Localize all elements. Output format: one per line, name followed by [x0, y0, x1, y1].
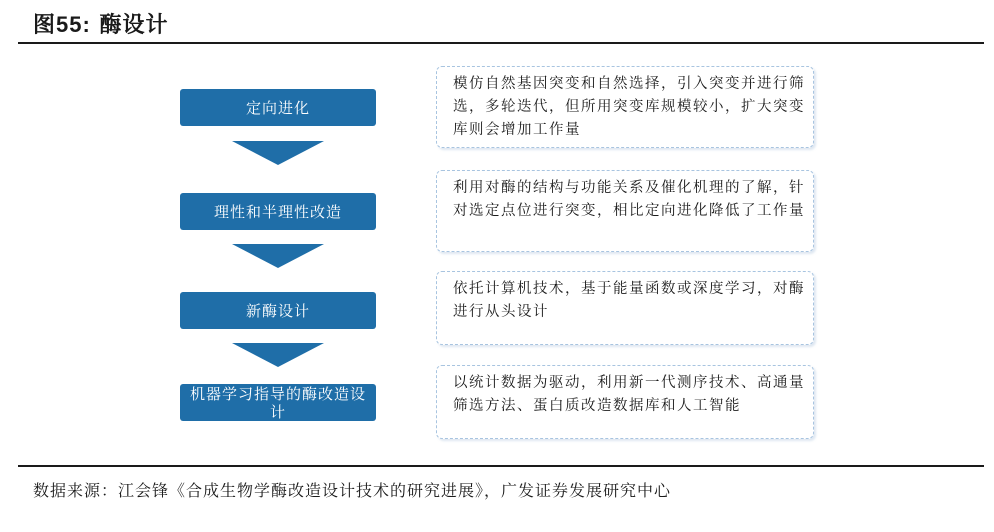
step-description: 模仿自然基因突变和自然选择，引入突变并进行筛选，多轮迭代，但所用突变库规模较小，扩大突变库则会增加工作量: [453, 76, 805, 138]
step-ml-guided-design: [180, 384, 376, 421]
step-description-box: [436, 66, 814, 148]
figure-title: [33, 8, 169, 39]
bottom-divider: [18, 465, 984, 467]
step-rational-design: [180, 193, 376, 230]
step-description: 依托计算机技术，基于能量函数或深度学习，对酶进行从头设计: [453, 281, 805, 320]
step-directed-evolution: [180, 89, 376, 126]
figure-title-text: 酶设计: [99, 13, 169, 38]
step-label: 理性和半理性改造: [213, 202, 342, 221]
top-divider: [18, 42, 984, 44]
down-arrow-icon: [232, 141, 324, 165]
step-description-box: [436, 170, 814, 252]
source-note: 数据来源：江会锋《合成生物学酶改造设计技术的研究进展》，广发证券发展研究中心: [33, 481, 672, 500]
step-de-novo-design: [180, 292, 376, 329]
step-description: 以统计数据为驱动，利用新一代测序技术、高通量筛选方法、蛋白质改造数据库和人工智能: [453, 375, 805, 414]
step-label: 机器学习指导的酶改造设计: [189, 384, 366, 421]
figure-label-prefix: 图: [33, 13, 57, 38]
step-description-box: [436, 271, 814, 345]
step-description-box: [436, 365, 814, 439]
figure-label-number: 55:: [56, 12, 91, 37]
down-arrow-icon: [232, 244, 324, 268]
step-label: 新酶设计: [245, 301, 310, 320]
step-description: 利用对酶的结构与功能关系及催化机理的了解，针对选定点位进行突变，相比定向进化降低了工作量: [453, 180, 805, 219]
step-label: 定向进化: [245, 98, 310, 117]
down-arrow-icon: [232, 343, 324, 367]
